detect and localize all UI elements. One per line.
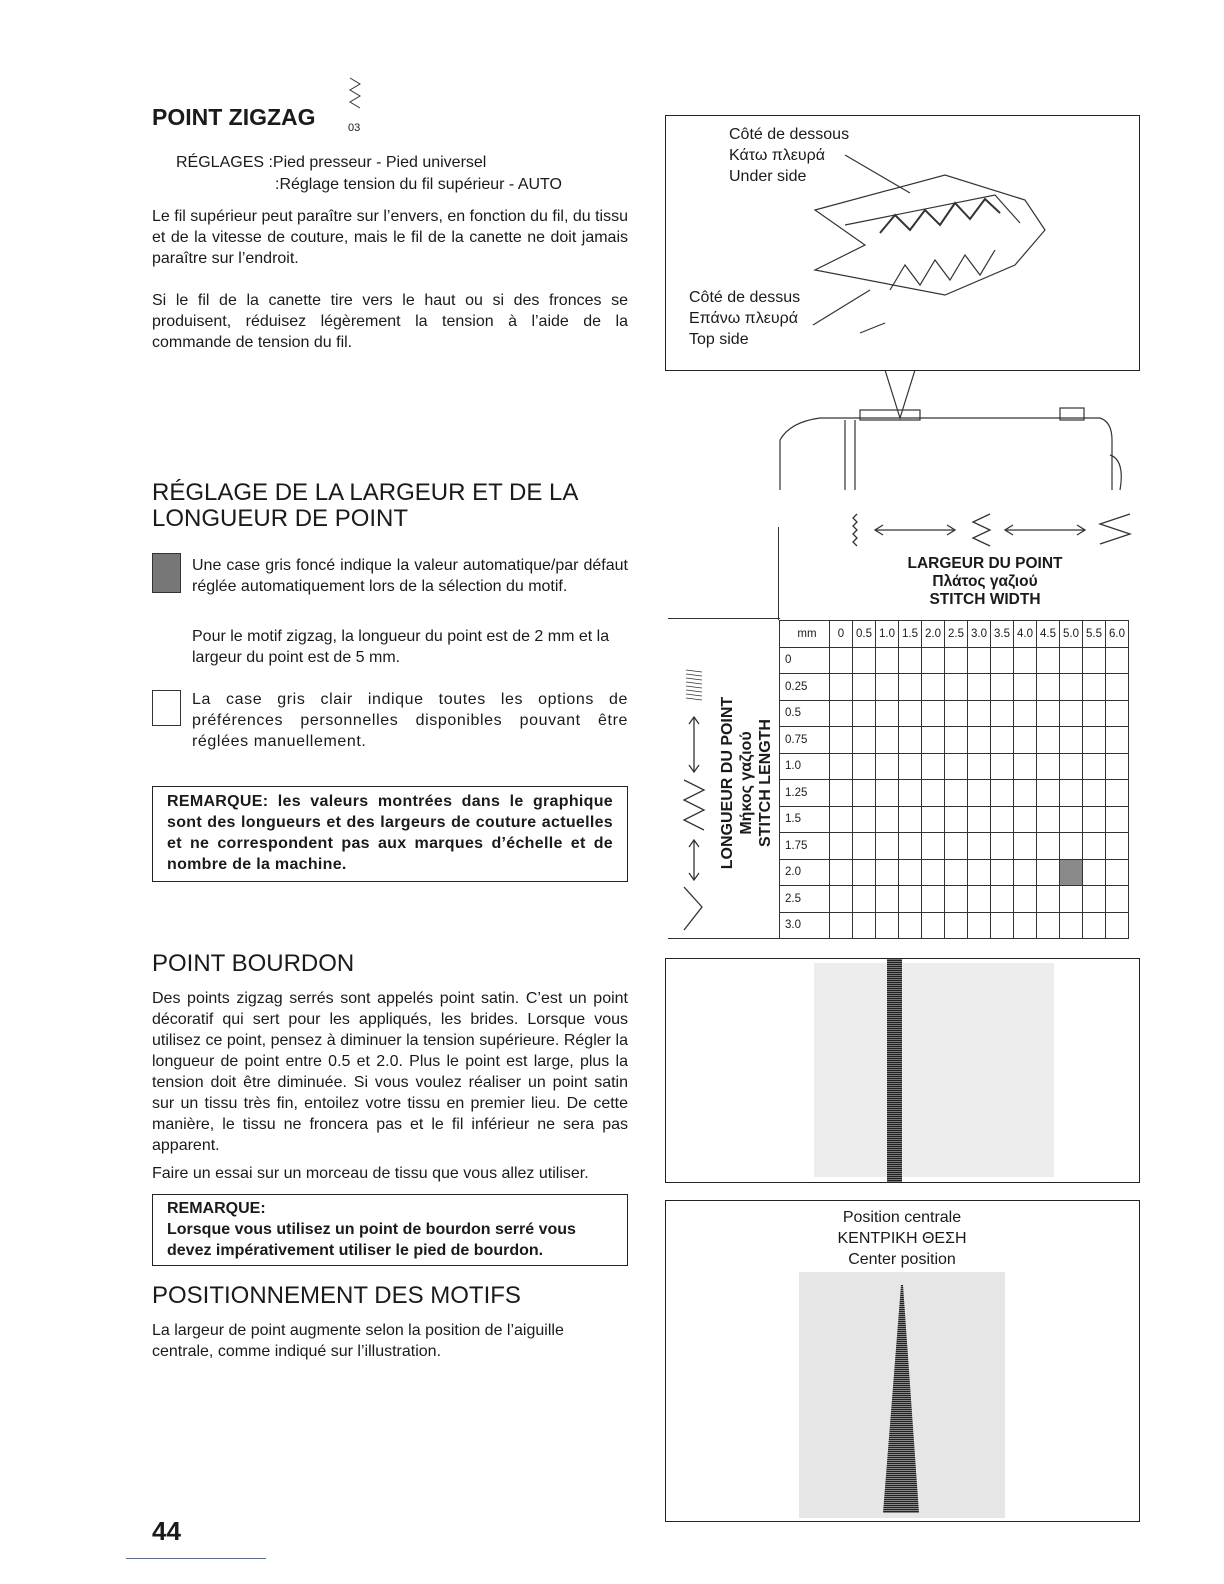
grid-cell (853, 700, 876, 727)
grid-cell (1083, 674, 1106, 701)
grid-cell (1106, 886, 1129, 913)
grid-cell (922, 753, 945, 780)
grid-cell (1037, 674, 1060, 701)
grid-cell (830, 727, 853, 754)
grid-cell (1060, 674, 1083, 701)
grid-cell (899, 700, 922, 727)
grid-cell (922, 886, 945, 913)
grid-cell (899, 753, 922, 780)
grid-cell (1014, 700, 1037, 727)
center-position-en: Center position (848, 1251, 956, 1268)
grid-cell (922, 912, 945, 939)
grid-cell (876, 700, 899, 727)
width-axis-title (880, 555, 1090, 609)
grid-cell (1060, 912, 1083, 939)
grid-cell (830, 886, 853, 913)
grid-cell (945, 833, 968, 860)
zigzag-stitch-icon (346, 76, 366, 122)
grid-cell (1060, 780, 1083, 807)
length-arrows-icon (674, 662, 718, 936)
width-length-note-text: REMARQUE: les valeurs montrées dans le graphique sont des longueurs et des largeurs de couture actuelles et ne correspondent pas aux marques d’échelle et de nombre de la machine. (167, 793, 613, 873)
grid-cell (922, 806, 945, 833)
grid-cell (853, 753, 876, 780)
grid-cell (1083, 780, 1106, 807)
grid-width-header: 1.0 (876, 621, 899, 648)
grid-cell (991, 806, 1014, 833)
grid-cell (991, 859, 1014, 886)
sewing-machine-illustration (770, 370, 1140, 500)
grid-cell (1083, 700, 1106, 727)
width-length-note (152, 786, 628, 882)
grid-cell (945, 780, 968, 807)
center-position-box (665, 1200, 1140, 1522)
width-axis-title-gr: Πλάτος γαζιού (932, 573, 1038, 590)
grid-cell (876, 727, 899, 754)
under-side-gr: Κάτω πλευρά (729, 147, 826, 164)
grid-cell (991, 700, 1014, 727)
grid-cell (1037, 727, 1060, 754)
grid-width-header: 4.5 (1037, 621, 1060, 648)
grid-cell (1037, 912, 1060, 939)
grid-cell (1106, 753, 1129, 780)
grid-row (780, 780, 1129, 807)
grid-cell (1106, 727, 1129, 754)
satin-stitch-line (887, 959, 902, 1183)
satin-paragraph-2: Faire un essai sur un morceau de tissu que vous allez utiliser. (152, 1165, 589, 1182)
grid-cell (991, 833, 1014, 860)
grid-cell (853, 674, 876, 701)
grid-width-header: 6.0 (1106, 621, 1129, 648)
grid-cell-default (1060, 859, 1083, 886)
grid-row (780, 912, 1129, 939)
center-position-gr: ΚΕΝΤΡΙΚΗ ΘΕΣΗ (837, 1230, 967, 1247)
grid-cell (1083, 859, 1106, 886)
zigzag-title: POINT ZIGZAG (152, 104, 316, 130)
satin-note-text: Lorsque vous utilisez un point de bourdon serré vous devez impérativement utiliser le pied de bourdon. (167, 1221, 576, 1259)
grid-length-label: 0.5 (780, 700, 830, 727)
grid-length-label: 0.75 (780, 727, 830, 754)
grid-cell (830, 912, 853, 939)
grid-cell (830, 647, 853, 674)
grid-row (780, 859, 1129, 886)
grid-cell (1014, 647, 1037, 674)
satin-sample-box (665, 958, 1140, 1183)
grid-cell (945, 674, 968, 701)
grid-cell (1014, 753, 1037, 780)
grid-row (780, 674, 1129, 701)
grid-length-label: 2.0 (780, 859, 830, 886)
grid-cell (945, 700, 968, 727)
grid-cell (991, 674, 1014, 701)
grid-cell (1060, 753, 1083, 780)
grid-cell (1060, 700, 1083, 727)
grid-cell (1014, 674, 1037, 701)
light-gray-swatch (152, 690, 181, 726)
grid-width-header: 2.0 (922, 621, 945, 648)
grid-cell (1037, 806, 1060, 833)
grid-cell (1106, 833, 1129, 860)
grid-cell (1106, 674, 1129, 701)
satin-note-title: REMARQUE: (167, 1200, 266, 1217)
width-length-title-2: LONGUEUR DE POINT (152, 505, 409, 532)
dark-gray-description: Une case gris foncé indique la valeur automatique/par défaut réglée automatiquement lors de la sélection du motif. (192, 557, 628, 595)
footer-rule (126, 1558, 266, 1559)
grid-length-label: 0.25 (780, 674, 830, 701)
grid-cell (853, 727, 876, 754)
grid-cell (1083, 753, 1106, 780)
chart-left-axis (778, 527, 779, 620)
grid-cell (853, 780, 876, 807)
grid-cell (876, 886, 899, 913)
grid-cell (945, 806, 968, 833)
grid-cell (830, 859, 853, 886)
settings-line-1: RÉGLAGES :Pied presseur - Pied universel (176, 154, 487, 171)
grid-cell (922, 674, 945, 701)
grid-cell (899, 727, 922, 754)
grid-cell (1014, 806, 1037, 833)
zigzag-paragraph-2: Si le fil de la canette tire vers le haut ou si des fronces se produisent, réduisez légèrement la tension à l’aide de la commande de tension du fil. (152, 292, 628, 351)
width-axis-title-en: STITCH WIDTH (929, 591, 1041, 608)
zigzag-default-description: Pour le motif zigzag, la longueur du point est de 2 mm et la largeur du point est de 5 mm. (192, 628, 610, 666)
grid-cell (899, 859, 922, 886)
grid-row (780, 700, 1129, 727)
grid-cell (1037, 859, 1060, 886)
grid-width-header: 1.5 (899, 621, 922, 648)
grid-cell (968, 780, 991, 807)
top-side-en: Top side (689, 331, 749, 348)
grid-cell (853, 886, 876, 913)
grid-cell (876, 806, 899, 833)
satin-fabric-swatch (814, 963, 1054, 1177)
grid-cell (830, 780, 853, 807)
grid-cell (991, 912, 1014, 939)
grid-length-label: 3.0 (780, 912, 830, 939)
grid-cell (1106, 647, 1129, 674)
grid-cell (876, 859, 899, 886)
grid-cell (1014, 727, 1037, 754)
grid-cell (876, 780, 899, 807)
grid-cell (876, 647, 899, 674)
grid-cell (853, 647, 876, 674)
stitch-settings-grid (779, 620, 1129, 939)
grid-cell (853, 833, 876, 860)
grid-cell (922, 833, 945, 860)
positioning-title: POSITIONNEMENT DES MOTIFS (152, 1282, 521, 1309)
grid-length-label: 1.25 (780, 780, 830, 807)
grid-cell (1083, 912, 1106, 939)
grid-row (780, 647, 1129, 674)
grid-cell (1037, 833, 1060, 860)
chart-top-rule (668, 618, 780, 619)
grid-cell (922, 727, 945, 754)
grid-cell (922, 780, 945, 807)
grid-cell (830, 753, 853, 780)
grid-cell (1037, 647, 1060, 674)
grid-cell (1060, 647, 1083, 674)
grid-row (780, 806, 1129, 833)
satin-paragraph: Des points zigzag serrés sont appelés point satin. C’est un point décoratif qui sert pour les appliqués, les brides. Lorsque vous utilisez ce point, pensez à diminuer la tension supérieure. Régler la longueur de point entre 0.5 et 2.0. Plus le point est large, plus la tension doit être diminuée. Si vous voulez réaliser un point satin sur un tissu très fin, entoilez votre tissu en premier lieu. De cette manière, le tissu ne froncera pas et le fil inférieur ne sera pas apparent. (152, 990, 628, 1154)
grid-cell (945, 859, 968, 886)
grid-cell (899, 806, 922, 833)
grid-length-label: 1.0 (780, 753, 830, 780)
grid-cell (922, 700, 945, 727)
length-axis-title-fr: LONGUEUR DU POINT (719, 696, 736, 870)
grid-cell (968, 700, 991, 727)
grid-cell (1037, 886, 1060, 913)
grid-width-header: 5.5 (1083, 621, 1106, 648)
grid-cell (1014, 859, 1037, 886)
grid-cell (830, 700, 853, 727)
grid-cell (922, 647, 945, 674)
grid-cell (899, 647, 922, 674)
grid-width-header: 4.0 (1014, 621, 1037, 648)
under-side-en: Under side (729, 168, 807, 185)
grid-cell (1083, 833, 1106, 860)
grid-length-label: 2.5 (780, 886, 830, 913)
under-side-fr: Côté de dessous (729, 126, 850, 143)
grid-cell (945, 886, 968, 913)
grid-cell (991, 886, 1014, 913)
grid-cell (922, 859, 945, 886)
satin-note (152, 1194, 628, 1266)
grid-cell (968, 859, 991, 886)
grid-cell (945, 647, 968, 674)
positioning-paragraph: La largeur de point augmente selon la position de l’aiguille centrale, comme indiqué sur l’illustration. (152, 1322, 564, 1360)
grid-cell (991, 727, 1014, 754)
grid-cell (876, 833, 899, 860)
grid-cell (1060, 833, 1083, 860)
fabric-stitch-illustration (665, 115, 1140, 371)
center-position-label (666, 1207, 1138, 1270)
page-number: 44 (152, 1516, 181, 1546)
grid-cell (830, 674, 853, 701)
grid-cell (1037, 780, 1060, 807)
grid-width-header: 0 (830, 621, 853, 648)
length-axis-title-en: STITCH LENGTH (757, 719, 774, 847)
grid-cell (968, 912, 991, 939)
settings-line-2: :Réglage tension du fil supérieur - AUTO (275, 176, 562, 193)
grid-length-label: 1.5 (780, 806, 830, 833)
grid-cell (968, 833, 991, 860)
zigzag-paragraph-1: Le fil supérieur peut paraître sur l’envers, en fonction du fil, du tissu et de la vitesse de couture, mais le fil de la canette ne doit jamais paraître sur l’endroit. (152, 208, 628, 267)
grid-row (780, 753, 1129, 780)
grid-length-label: 0 (780, 647, 830, 674)
center-position-fr: Position centrale (842, 1209, 962, 1226)
grid-cell (1060, 727, 1083, 754)
satin-title: POINT BOURDON (152, 950, 355, 977)
grid-cell (876, 753, 899, 780)
top-side-fr: Côté de dessus (689, 289, 801, 306)
grid-cell (945, 753, 968, 780)
grid-cell (968, 647, 991, 674)
grid-cell (899, 886, 922, 913)
grid-width-header: 0.5 (853, 621, 876, 648)
grid-cell (968, 674, 991, 701)
length-axis-title (718, 688, 775, 878)
grid-cell (1014, 912, 1037, 939)
grid-cell (945, 727, 968, 754)
grid-length-label: 1.75 (780, 833, 830, 860)
grid-cell (968, 753, 991, 780)
grid-cell (830, 833, 853, 860)
grid-cell (899, 674, 922, 701)
grid-cell (899, 912, 922, 939)
grid-cell (1106, 806, 1129, 833)
grid-cell (876, 674, 899, 701)
grid-cell (1106, 859, 1129, 886)
grid-row (780, 727, 1129, 754)
grid-width-header: 2.5 (945, 621, 968, 648)
grid-unit-header: mm (780, 621, 830, 648)
grid-cell (991, 753, 1014, 780)
grid-cell (1014, 833, 1037, 860)
grid-cell (1083, 727, 1106, 754)
grid-cell (968, 727, 991, 754)
grid-cell (1014, 780, 1037, 807)
grid-cell (1060, 806, 1083, 833)
dark-gray-swatch (152, 553, 181, 593)
grid-cell (1037, 753, 1060, 780)
width-arrows-icon (845, 510, 1140, 558)
grid-cell (1083, 886, 1106, 913)
chart-bottom-rule (668, 938, 780, 939)
grid-width-header: 3.5 (991, 621, 1014, 648)
center-tapered-stitch (881, 1285, 921, 1517)
grid-cell (1106, 912, 1129, 939)
grid-cell (1083, 806, 1106, 833)
grid-cell (876, 912, 899, 939)
width-length-title-1: RÉGLAGE DE LA LARGEUR ET DE LA (152, 479, 579, 506)
grid-cell (853, 806, 876, 833)
grid-width-header: 5.0 (1060, 621, 1083, 648)
grid-cell (1106, 700, 1129, 727)
grid-cell (991, 647, 1014, 674)
width-axis-title-fr: LARGEUR DU POINT (907, 555, 1063, 572)
grid-cell (853, 859, 876, 886)
grid-cell (1060, 886, 1083, 913)
grid-cell (830, 806, 853, 833)
top-side-gr: Επάνω πλευρά (689, 310, 798, 327)
grid-cell (1037, 700, 1060, 727)
grid-cell (899, 833, 922, 860)
grid-cell (1014, 886, 1037, 913)
grid-cell (1106, 780, 1129, 807)
grid-width-header: 3.0 (968, 621, 991, 648)
grid-cell (991, 780, 1014, 807)
grid-cell (968, 886, 991, 913)
pattern-number: 03 (348, 122, 361, 134)
grid-row (780, 886, 1129, 913)
light-gray-description: La case gris clair indique toutes les options de préférences personnelles disponibles pouvant être réglées manuellement. (192, 691, 628, 750)
grid-cell (945, 912, 968, 939)
grid-cell (853, 912, 876, 939)
length-axis-title-gr: Μήκος γαζιού (738, 731, 755, 835)
grid-cell (1083, 647, 1106, 674)
grid-cell (899, 780, 922, 807)
grid-cell (968, 806, 991, 833)
grid-row (780, 833, 1129, 860)
